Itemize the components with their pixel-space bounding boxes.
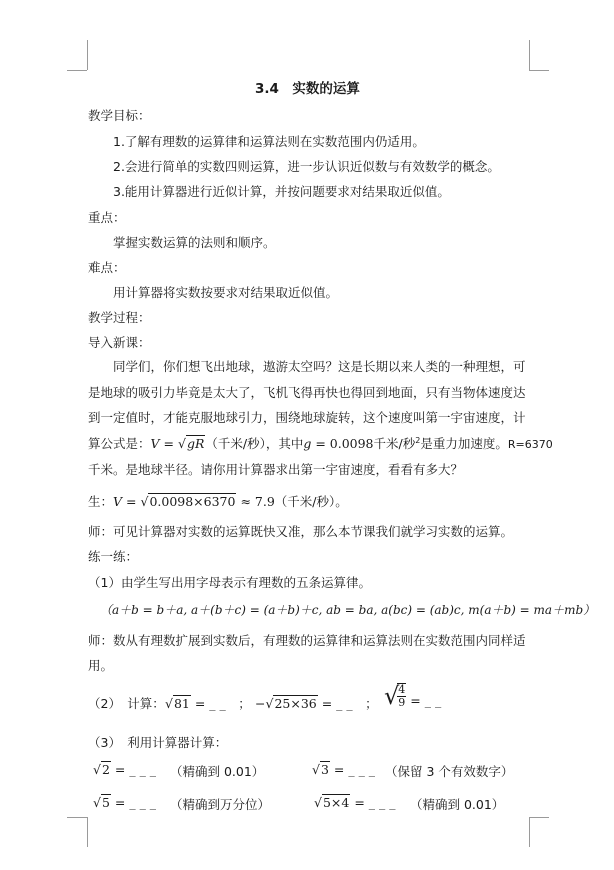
crop-mark-bottom-right-v (529, 817, 530, 847)
formula-unit: （千米/秒），其中 (205, 436, 304, 451)
radical-icon: √ (93, 762, 101, 777)
key-heading: 重点： (88, 210, 126, 225)
radical-icon: √ (93, 795, 101, 810)
radical-icon: √ (140, 494, 149, 509)
q2a-answer: = _ _ ； (190, 696, 251, 711)
crop-mark-top-right-h (529, 70, 549, 71)
question-2a (165, 694, 251, 712)
g-value: = 0.0098 (311, 436, 374, 451)
sqrt-product (140, 494, 236, 509)
crop-mark-top-left-v (87, 40, 88, 70)
formula-v: V (150, 436, 160, 451)
question-3c (93, 795, 156, 810)
radius-value: R=6370 (507, 438, 553, 451)
sqrt-2 (93, 762, 111, 777)
difficulty-text: 用计算器将实数按要求对结果取近似值。 (113, 285, 339, 300)
question-3d (314, 795, 395, 810)
goal-1: 1.了解有理数的运算律和运算法则在实数范围内仍适用。 (113, 134, 425, 149)
sqrt-25x36-content: 25×36 (274, 696, 317, 711)
question-3b (312, 762, 375, 777)
student-eq: = (122, 494, 141, 509)
practice-heading: 练一练： (88, 549, 139, 564)
q3b-note: （保留 3 个有效数字） (385, 764, 514, 779)
g-symbol: g (303, 436, 312, 451)
sqrt-5-content: 5 (101, 795, 110, 810)
q3a-answer: = _ _ _ (110, 762, 157, 777)
sqrt-3 (312, 762, 330, 777)
sqrt-fraction (384, 683, 406, 709)
question-1: （1）由学生写出用字母表示有理数的五条运算律。 (88, 575, 371, 590)
student-unit: （千米/秒）。 (274, 494, 348, 509)
q2b-answer: = _ _ ； (317, 696, 378, 711)
paragraph-line-5: 千米。是地球半径。请你用计算器求出第一宇宙速度，看看有多大？ (88, 462, 464, 477)
student-v: V (113, 494, 123, 509)
question-3-label: （3） 利用计算器计算： (88, 735, 228, 750)
formula-line (88, 434, 553, 452)
q3d-note: （精确到 0.01） (410, 797, 505, 812)
fraction-numerator: 4 (398, 683, 406, 696)
teacher-line-2a: 师：数从有理数扩展到实数后，有理数的运算律和运算法则在实数范围内同样适 (88, 633, 526, 648)
student-label: 生： (88, 494, 114, 509)
paragraph-line-2: 是地球的吸引力毕竟是太大了，飞机飞得再快也得回到地面，只有当物体速度达 (88, 385, 526, 400)
sqrt-5 (93, 795, 111, 810)
goals-heading: 教学目标： (88, 108, 151, 123)
intro-heading: 导入新课： (88, 335, 151, 350)
q3d-answer: = _ _ _ (350, 795, 396, 810)
minus-sign: − (255, 696, 266, 711)
sqrt-5x4 (314, 795, 350, 810)
sqrt-5x4-content: 5×4 (322, 795, 350, 810)
formula-label: 算公式是： (88, 436, 151, 451)
crop-mark-top-right-v (529, 40, 530, 70)
teacher-line-1: 师：可见计算器对实数的运算既快又准，那么本节课我们就学习实数的运算。 (88, 524, 514, 539)
q3b-answer: = _ _ _ (329, 762, 376, 777)
question-2b (255, 694, 378, 712)
radical-icon: √ (177, 436, 186, 451)
g-description: 是重力加速度。 (420, 436, 508, 451)
crop-mark-bottom-left-v (87, 817, 88, 847)
question-3a (93, 762, 156, 777)
radical-icon: √ (165, 696, 173, 711)
q2c-answer: = _ _ (406, 693, 442, 708)
sqrt-product-content: 0.0098×6370 (149, 494, 236, 509)
sqrt-gr (178, 436, 205, 451)
g-superscript: 2 (415, 435, 421, 445)
crop-mark-top-left-h (67, 70, 87, 71)
student-approx: ≈ 7.9 (236, 494, 275, 509)
radical-icon: √ (265, 696, 274, 711)
fraction-4-9 (397, 684, 406, 709)
laws-formula: （a＋b = b＋a, a＋(b＋c) = (a＋b)＋c, ab = ba, a(bc) = (ab)c, m(a＋b) = ma＋mb） (100, 603, 596, 617)
paragraph-line-1: 同学们，你们想飞出地球，遨游太空吗？这是长期以来人类的一种理想，可 (113, 359, 526, 374)
student-line (88, 492, 348, 510)
question-2c (384, 683, 441, 709)
sqrt-gr-content: gR (186, 436, 205, 451)
sqrt-81 (165, 696, 191, 711)
goal-3: 3.能用计算器进行近似计算，并按问题要求对结果取近似值。 (113, 184, 450, 199)
sqrt-25x36 (265, 696, 317, 711)
goal-2: 2.会进行简单的实数四则运算，进一步认识近似数与有效数学的概念。 (113, 159, 500, 174)
crop-mark-bottom-right-h (529, 817, 549, 818)
radical-icon: √ (384, 682, 400, 710)
formula-eq: = (159, 436, 178, 451)
fraction-denominator: 9 (398, 696, 406, 709)
sqrt-3-content: 3 (320, 762, 329, 777)
teacher-line-2b: 用。 (88, 658, 114, 673)
page-title: 3.4 实数的运算 (255, 81, 360, 97)
g-unit: 千米/秒 (373, 436, 416, 451)
radical-icon: √ (312, 762, 320, 777)
sqrt-81-content: 81 (173, 696, 190, 711)
process-heading: 教学过程： (88, 310, 151, 325)
radical-icon: √ (314, 795, 322, 810)
sqrt-2-content: 2 (101, 762, 110, 777)
q3c-note: （精确到万分位） (170, 797, 271, 812)
difficulty-heading: 难点： (88, 260, 126, 275)
q3c-answer: = _ _ _ (110, 795, 157, 810)
q3a-note: （精确到 0.01） (170, 764, 265, 779)
paragraph-line-3: 到一定值时，才能克服地球引力，围绕地球旋转，这个速度叫第一宇宙速度，计 (88, 410, 526, 425)
key-text: 掌握实数运算的法则和顺序。 (113, 235, 276, 250)
crop-mark-bottom-left-h (67, 817, 87, 818)
question-2-label: （2） 计算： (88, 696, 165, 711)
